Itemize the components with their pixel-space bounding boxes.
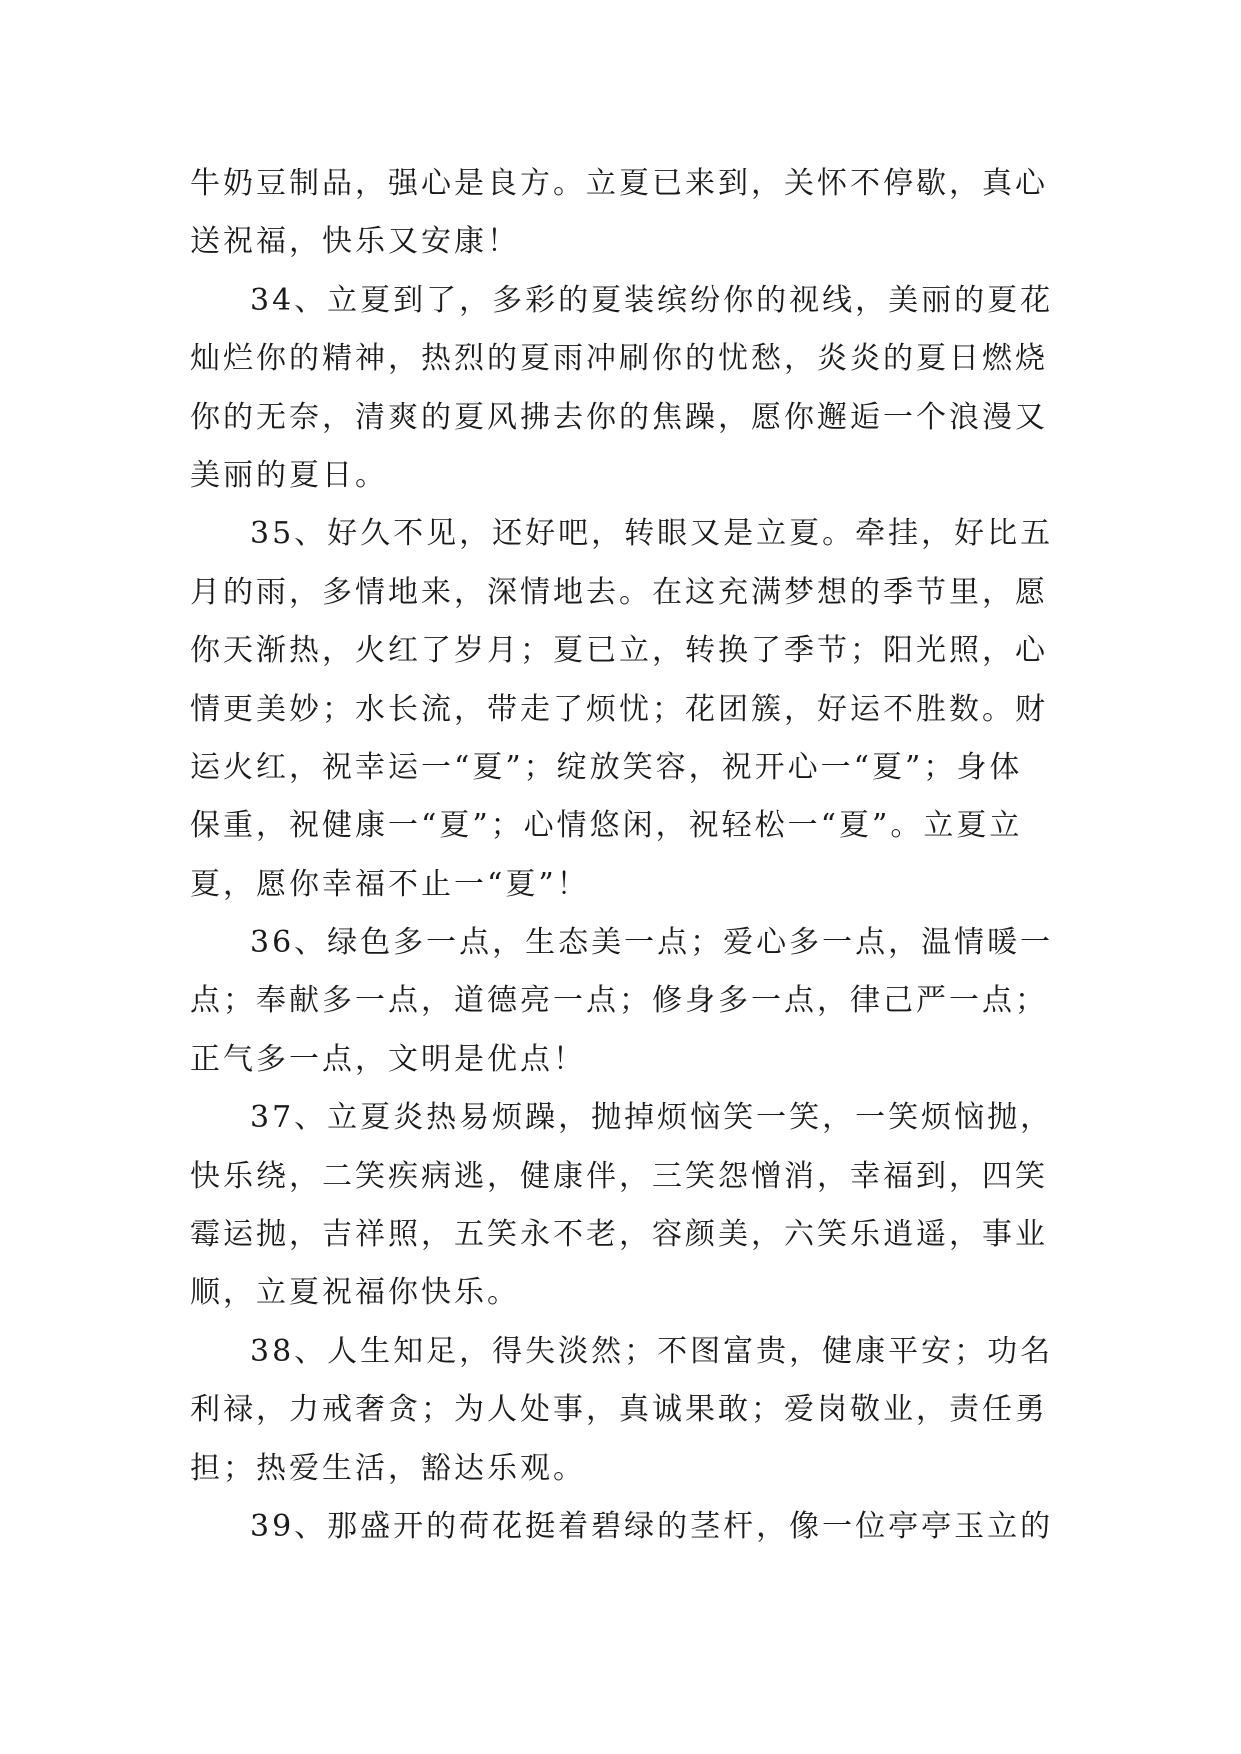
text-line: 情更美妙；水长流，带走了烦忧；花团簇，好运不胜数。财 [190,691,1048,727]
text-line: 快乐绕，二笑疾病逃，健康伴，三笑怨憎消，幸福到，四笑 [190,1158,1048,1194]
text-line: 担；热爱生活，豁达乐观。 [190,1450,586,1486]
text-line: 35、好久不见，还好吧，转眼又是立夏。牵挂，好比五 [250,516,1054,552]
paragraph-35 [190,505,1060,914]
text-line: 运火红，祝幸运一“夏”；绽放笑容，祝开心一“夏”；身体 [190,749,1023,785]
text-line: 你天渐热，火红了岁月；夏已立，转换了季节；阳光照，心 [190,633,1048,669]
text-line: 38、人生知足，得失淡然；不图富贵，健康平安；功名 [250,1333,1054,1369]
text-line: 34、立夏到了，多彩的夏装缤纷你的视线，美丽的夏花 [250,282,1054,318]
text-line: 夏，愿你幸福不止一“夏”！ [190,866,590,902]
text-line: 37、立夏炎热易烦躁，抛掉烦恼笑一笑，一笑烦恼抛， [250,1100,1054,1136]
document-body [190,155,1060,1556]
text-line: 点；奉献多一点，道德亮一点；修身多一点，律己严一点； [190,983,1048,1019]
paragraph-34 [190,272,1060,506]
text-line: 牛奶豆制品，强心是良方。立夏已来到，关怀不停歇，真心 [190,166,1048,201]
text-line: 39、那盛开的荷花挺着碧绿的茎杆，像一位亭亭玉立的 [250,1508,1054,1544]
text-line: 送祝福，快乐又安康！ [190,224,520,260]
paragraph-37 [190,1089,1060,1323]
text-line: 你的无奈，清爽的夏风拂去你的焦躁，愿你邂逅一个浪漫又 [190,399,1048,435]
paragraph-36 [190,914,1060,1089]
text-line: 月的雨，多情地来，深情地去。在这充满梦想的季节里，愿 [190,574,1048,610]
paragraph-39 [190,1498,1060,1556]
text-line: 正气多一点，文明是优点！ [190,1041,586,1077]
paragraph-continuation [190,155,1060,272]
text-line: 美丽的夏日。 [190,457,388,493]
paragraph-38 [190,1323,1060,1498]
text-line: 霉运抛，吉祥照，五笑永不老，容颜美，六笑乐逍遥，事业 [190,1217,1048,1253]
text-line: 36、绿色多一点，生态美一点；爱心多一点，温情暖一 [250,925,1054,961]
text-line: 利禄，力戒奢贪；为人处事，真诚果敢；爱岗敬业，责任勇 [190,1392,1048,1428]
text-line: 灿烂你的精神，热烈的夏雨冲刷你的忧愁，炎炎的夏日燃烧 [190,341,1048,377]
text-line: 顺，立夏祝福你快乐。 [190,1275,520,1311]
text-line: 保重，祝健康一“夏”；心情悠闲，祝轻松一“夏”。立夏立 [190,808,1023,844]
